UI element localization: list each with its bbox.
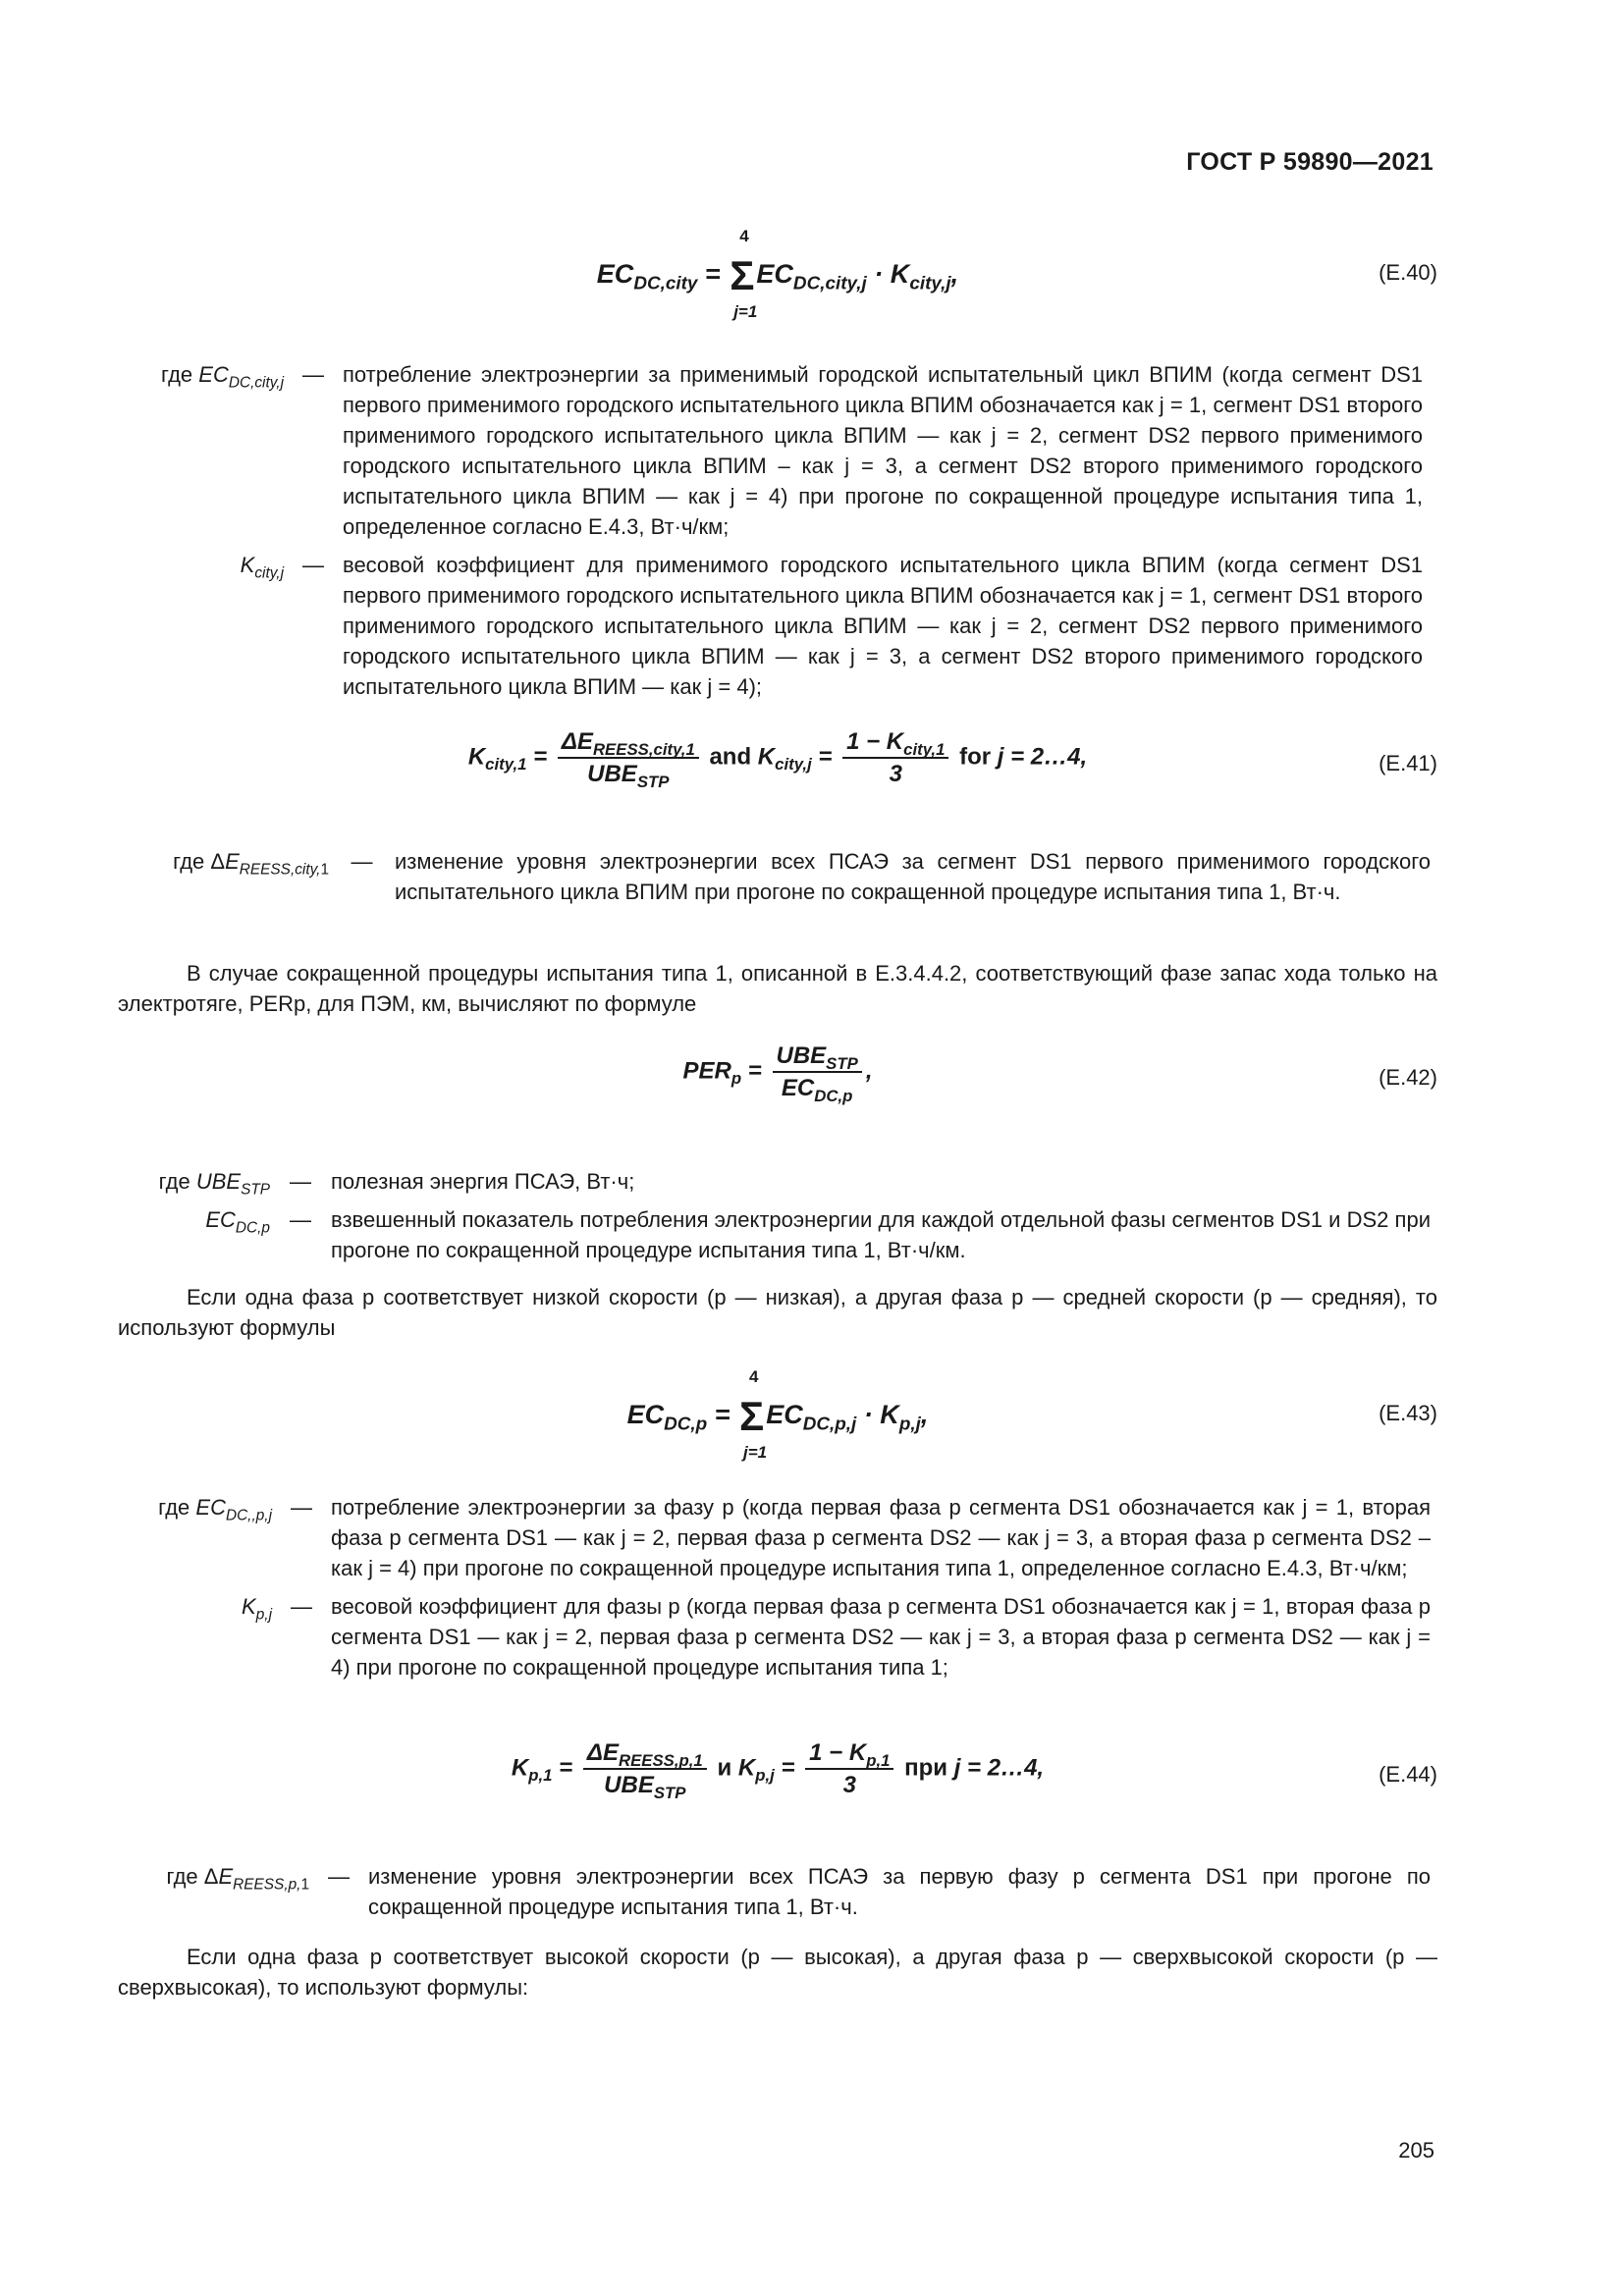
definition-text: изменение уровня электроэнергии всех ПСАЭ за первую фазу p сегмента DS1 при прогоне по сокращенной процедуре испытания типа 1, Вт·ч. [368, 1864, 1431, 1919]
definition-item [125, 1492, 1431, 1583]
definition-item [125, 359, 1423, 542]
definitions-e41 [125, 846, 1431, 915]
equation-number: (Е.44) [1379, 1762, 1437, 1787]
equation-e44 [118, 1737, 1437, 1816]
definition-dash: — [290, 1207, 311, 1232]
equation-e40 [118, 227, 1437, 321]
definition-text: полезная энергия ПСАЭ, Вт·ч; [331, 1169, 635, 1194]
equation-e41 [118, 726, 1437, 805]
fraction: $\frac{UBE_{STP}}{EC_{DC,p}}$ [773, 1041, 862, 1103]
definition-dash: — [290, 1169, 311, 1194]
equation-number: (Е.42) [1379, 1065, 1437, 1090]
definition-dash: — [351, 849, 373, 874]
equation-number: (Е.40) [1379, 260, 1437, 285]
definition-item [125, 1204, 1431, 1265]
definitions-e44 [125, 1861, 1431, 1930]
definition-item [125, 1861, 1431, 1922]
conjunction-and: и [717, 1754, 732, 1782]
equation-e43-formula: $EC_{DC,p} = \Sigma$ 4 j=1 $EC_{DC,p,j} \cdot K_{p,j}$, [626, 1367, 929, 1462]
definition-dash: — [291, 1594, 312, 1619]
index-range: j = 2…4, [953, 1754, 1045, 1782]
equation-e43 [118, 1367, 1437, 1462]
definitions-e40 [125, 359, 1423, 710]
paragraph-2: Если одна фаза p соответствует низкой скорости (p — низкая), а другая фаза p — средней скорости (p — средняя), то используют формулы [118, 1285, 1437, 1340]
fraction: $\frac{1 - K_{city,1}}{3}$ [842, 726, 948, 789]
fraction: $\frac{1 - K_{p,1}}{3}$ [805, 1737, 893, 1800]
definition-dash: — [328, 1864, 350, 1889]
equation-e44-formula: $K_{p,1}$ = $\frac{\Delta E_{REESS,p,1}}{UBE_{STP}}$ и $K_{p,j}$ = $\frac{1 - K_{p,1}}{3}$ при j = 2…4, [511, 1739, 1045, 1802]
definition-item [125, 846, 1431, 907]
definition-item [125, 550, 1423, 702]
fraction: $\frac{\Delta E_{REESS,p,1}}{UBE_{STP}}$ [583, 1737, 707, 1800]
conjunction-and: and [709, 743, 752, 771]
equation-e42 [118, 1041, 1437, 1119]
definition-term: $K_{city,j}$ [240, 553, 284, 582]
definition-term: где $UBE_{STP}$ [158, 1169, 270, 1199]
definition-text: весовой коэффициент для фазы p (когда первая фаза p сегмента DS1 обозначается как j = 1, вторая фаза p сегмента DS1 — как j = 2, первая фаза p сегмента DS2 — как j = 3, а вторая фаза p сегмента DS2 — как j = 4) при прогоне по сокращенной процедуре испытания типа 1; [331, 1594, 1431, 1680]
paragraph-1: В случае сокращенной процедуры испытания типа 1, описанной в Е.3.4.4.2, соответствующий фазе запас хода только на электротяге, PERp, для ПЭМ, км, вычисляют по формуле [118, 961, 1437, 1016]
document-header: ГОСТ Р 59890—2021 [1186, 148, 1434, 176]
definitions-e42 [125, 1166, 1431, 1273]
equation-e40-formula: $EC_{DC,city} = \Sigma$ 4 j=1 $EC_{DC,city,j} \cdot K_{city,j}$, [596, 227, 959, 321]
definition-term: где $\Delta E_{REESS,city,1}$ [173, 849, 329, 879]
definition-term: где $\Delta E_{REESS,p,1}$ [166, 1864, 309, 1894]
definition-dash: — [291, 1495, 312, 1520]
definition-text: потребление электроэнергии за фазу p (когда первая фаза p сегмента DS1 обозначается как j = 1, вторая фаза p сегмента DS1 — как j = 2, первая фаза p сегмента DS2 — как j = 3, а вторая фаза p сегмента DS2 – как j = 4) при прогоне по сокращенной процедуре испытания типа 1, определенное согласно Е.4.3, Вт·ч/км; [331, 1495, 1431, 1580]
sum-sign: Σ 4 j=1 [739, 1367, 768, 1462]
definition-dash: — [302, 362, 324, 387]
definition-term: где $EC_{DC,,p,j}$ [158, 1495, 272, 1524]
definition-text: изменение уровня электроэнергии всех ПСАЭ за сегмент DS1 первого применимого городского испытательного цикла ВПИМ при прогоне по сокращенной процедуре испытания типа 1, Вт·ч. [395, 849, 1431, 904]
definition-term: $K_{p,j}$ [242, 1594, 272, 1624]
definition-term: $EC_{DC,p}$ [205, 1207, 270, 1237]
definition-item [125, 1591, 1431, 1682]
equation-e41-formula: $K_{city,1}$ = $\frac{\Delta E_{REESS,city,1}}{UBE_{STP}}$ and $K_{city,j}$ = $\frac{1 - K_{city,1}}{3}$ for j = 2…4, [467, 728, 1088, 791]
definition-item [125, 1166, 1431, 1197]
sum-sign: Σ 4 j=1 [730, 227, 758, 321]
definition-text: весовой коэффициент для применимого городского испытательного цикла ВПИМ (когда сегмент DS1 первого применимого городского испытательного цикла ВПИМ обозначается как j = 1, сегмент DS1 второго применимого городского испытательного цикла ВПИМ — как j = 2, сегмент DS2 первого применимого городского испытательного цикла ВПИМ — как j = 3, а сегмент DS2 второго применимого городского испытательного цикла ВПИМ — как j = 4); [343, 553, 1423, 699]
definition-term: где $EC_{DC,city,j}$ [161, 362, 284, 392]
fraction: $\frac{\Delta E_{REESS,city,1}}{UBE_{STP}}$ [558, 726, 699, 789]
equation-number: (Е.43) [1379, 1401, 1437, 1425]
definition-text: взвешенный показатель потребления электроэнергии для каждой отдельной фазы сегментов DS1 и DS2 при прогоне по сокращенной процедуре испытания типа 1, Вт·ч/км. [331, 1207, 1431, 1262]
equation-number: (Е.41) [1379, 751, 1437, 775]
conjunction-for: for [959, 743, 992, 771]
conjunction-for: при [904, 1754, 948, 1782]
definition-text: потребление электроэнергии за применимый городской испытательный цикл ВПИМ (когда сегмент DS1 первого применимого городского испытательного цикла ВПИМ обозначается как j = 1, сегмент DS1 второго применимого городского испытательного цикла ВПИМ — как j = 2, сегмент DS2 первого применимого городского испытательного цикла ВПИМ – как j = 3, а сегмент DS2 второго применимого городского испытательного цикла ВПИМ — как j = 4) при прогоне по сокращенной процедуре испытания типа 1, определенное согласно Е.4.3, Вт·ч/км; [343, 362, 1423, 539]
paragraph-3: Если одна фаза p соответствует высокой скорости (p — высокая), а другая фаза p — сверхвысокой скорости (p — сверхвысокая), то используют формулы: [118, 1945, 1437, 2000]
page-number: 205 [1398, 2138, 1434, 2163]
definition-dash: — [302, 553, 324, 577]
definitions-e43 [125, 1492, 1431, 1690]
index-range: j = 2…4, [997, 743, 1088, 771]
equation-e42-formula: $PER_p$ = $\frac{UBE_{STP}}{EC_{DC,p}}$ , [682, 1042, 873, 1105]
